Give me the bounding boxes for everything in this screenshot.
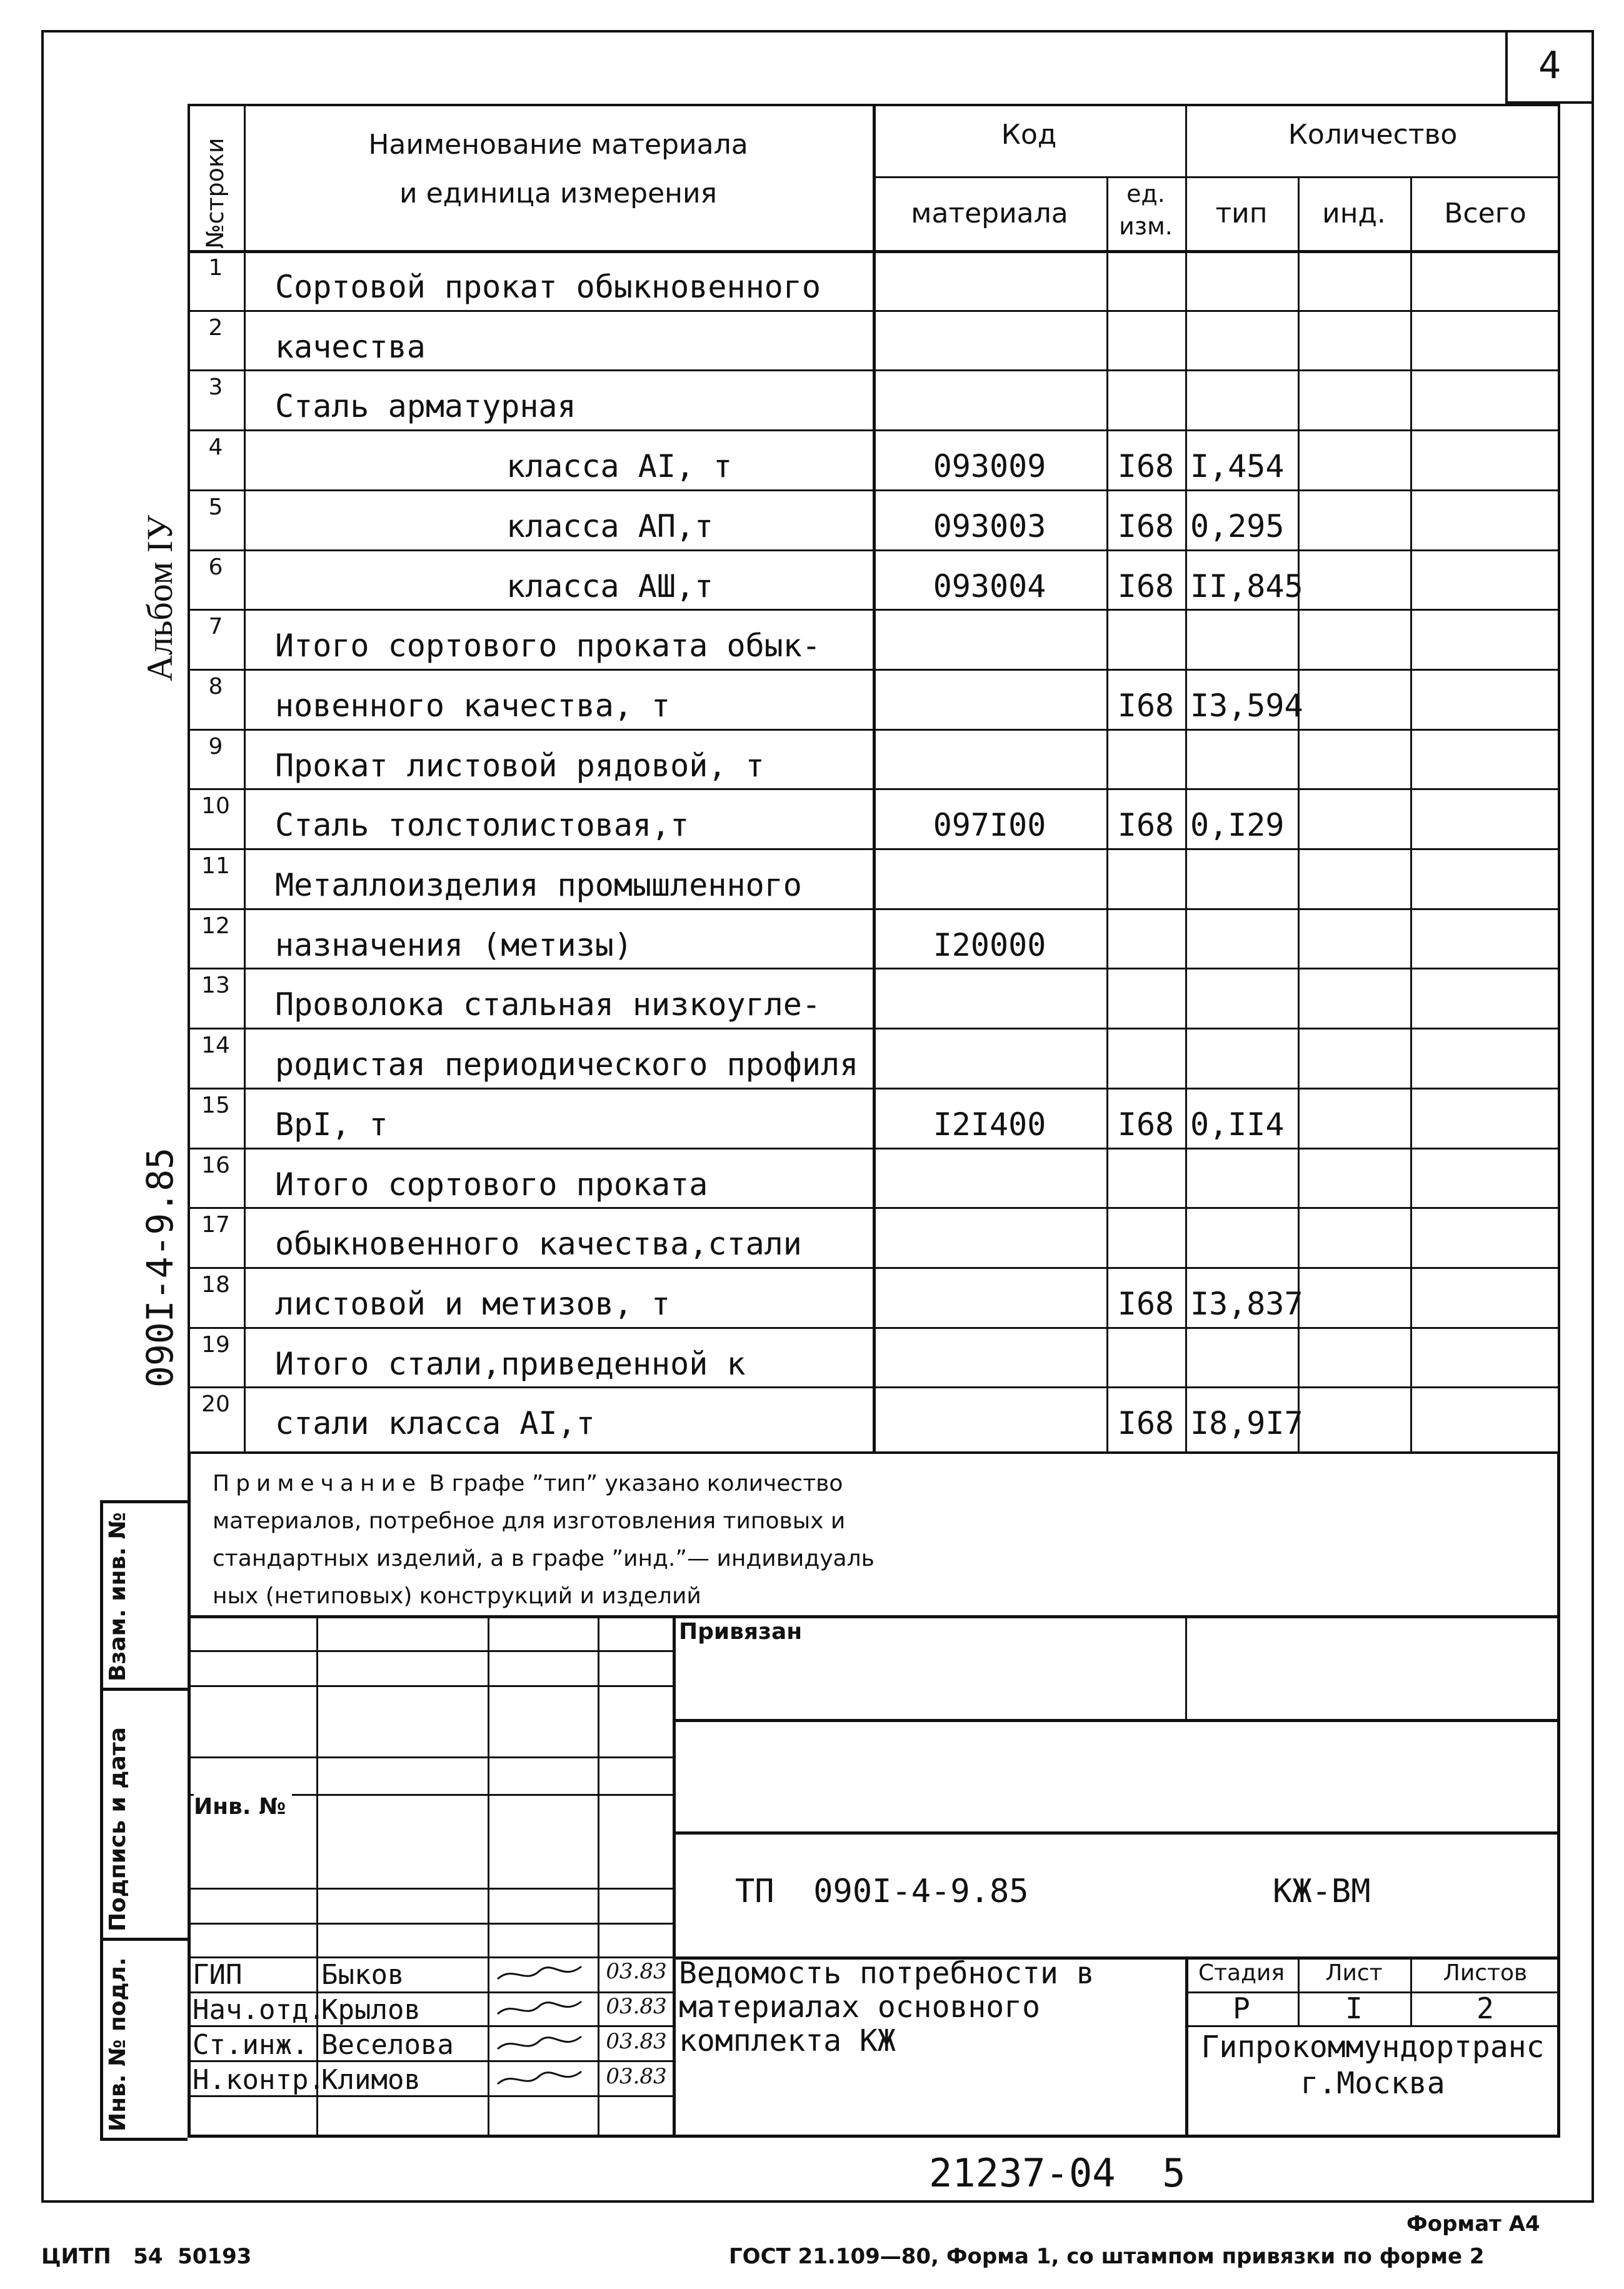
signatory-row bbox=[188, 1956, 673, 1991]
inv-podl-label: Инв. № подл. bbox=[105, 1957, 131, 2131]
material-code: 097I00 bbox=[933, 807, 1046, 844]
table-row bbox=[188, 848, 1560, 908]
material-code: 093004 bbox=[933, 568, 1046, 604]
material-name: класса АI, т bbox=[506, 448, 733, 485]
unit-code: I68 bbox=[1117, 687, 1175, 724]
type-quantity: 0,I29 bbox=[1190, 807, 1285, 844]
material-header: материала bbox=[911, 198, 1068, 229]
row-number: 20 bbox=[201, 1391, 230, 1418]
material-code: I20000 bbox=[933, 926, 1046, 963]
row-number: 11 bbox=[201, 853, 230, 879]
table-row bbox=[188, 968, 1560, 1028]
unit-code: I68 bbox=[1117, 448, 1175, 485]
material-code: 093003 bbox=[933, 508, 1046, 544]
note-line3: стандартных изделий, а в графе ”инд.”— индивидуаль bbox=[213, 1546, 875, 1571]
unit-code: I68 bbox=[1117, 1405, 1175, 1442]
signatory-role: Н.контр. bbox=[193, 2064, 325, 2096]
material-name: Итого сортового проката bbox=[275, 1166, 708, 1203]
signature-date: 03.83 bbox=[606, 2064, 667, 2089]
stage-label: Стадия bbox=[1198, 1960, 1285, 1986]
material-name: Итого стали,приведенной к bbox=[275, 1345, 746, 1382]
album-label: Альбом IУ bbox=[139, 514, 180, 681]
material-name: Итого сортового проката обык- bbox=[275, 628, 821, 664]
signatory-row bbox=[188, 1991, 673, 2026]
row-number-header: №строки bbox=[201, 138, 229, 249]
sheets-value: 2 bbox=[1476, 1991, 1494, 2025]
doc-code: ТП 090I-4-9.85 bbox=[735, 1873, 1029, 1910]
row-number: 16 bbox=[201, 1152, 230, 1178]
type-quantity: 0,II4 bbox=[1190, 1106, 1285, 1143]
sheet-label: Лист bbox=[1325, 1960, 1383, 1986]
table-row bbox=[188, 369, 1560, 429]
row-number: 13 bbox=[201, 973, 230, 999]
archive-number: 21237-04 5 bbox=[929, 2150, 1186, 2196]
table-row bbox=[188, 609, 1560, 669]
signature-icon bbox=[494, 2065, 588, 2096]
row-number: 14 bbox=[201, 1033, 230, 1059]
signature-icon bbox=[494, 1995, 588, 2026]
footer-right: ГОСТ 21.109—80, Форма 1, со штампом привязки по форме 2 bbox=[729, 2244, 1485, 2269]
row-number: 9 bbox=[208, 733, 223, 759]
material-name: стали класса АI,т bbox=[275, 1405, 595, 1442]
table-row bbox=[188, 1327, 1560, 1387]
row-number: 3 bbox=[208, 374, 223, 401]
signatory-row bbox=[188, 2026, 673, 2061]
stage-value: Р bbox=[1233, 1991, 1250, 2025]
name-header-line2: и единица измерения bbox=[399, 178, 718, 209]
footer-left: ЦИТП 54 50193 bbox=[41, 2244, 252, 2269]
row-number: 1 bbox=[208, 255, 223, 281]
doc-title: Ведомость потребности в материалах основного комплекта КЖ bbox=[679, 1956, 1095, 2058]
material-name: листовой и метизов, т bbox=[275, 1285, 671, 1322]
material-name: Металлоизделия промышленного bbox=[275, 867, 802, 903]
type-quantity: 0,295 bbox=[1190, 508, 1285, 544]
table-row bbox=[188, 729, 1560, 789]
material-name: Проволока стальная низкоугле- bbox=[275, 986, 821, 1023]
material-code: 093009 bbox=[933, 448, 1046, 485]
type-header: тип bbox=[1215, 198, 1268, 229]
row-number: 18 bbox=[201, 1271, 230, 1298]
material-name: обыкновенного качества,стали bbox=[275, 1226, 802, 1263]
vzam-label: Взам. инв. № bbox=[105, 1512, 131, 1681]
format-label: Формат А4 bbox=[1406, 2211, 1540, 2236]
row-number: 10 bbox=[201, 793, 230, 819]
signature-icon bbox=[494, 2030, 588, 2061]
type-quantity: I3,594 bbox=[1190, 687, 1303, 724]
material-name: Сортовой прокат обыкновенного bbox=[275, 269, 821, 305]
signatory-role: ГИП bbox=[193, 1959, 243, 1991]
inv-no-label: Инв. № bbox=[194, 1794, 292, 1820]
signatory-name: Быков bbox=[321, 1959, 404, 1991]
organization: Гипрокоммундортранс г.Москва bbox=[1201, 2030, 1545, 2101]
quantity-header: Количество bbox=[1288, 119, 1458, 151]
project-code-vertical: 090I-4-9.85 bbox=[139, 1147, 181, 1388]
row-number: 8 bbox=[208, 673, 223, 699]
material-name: ВрI, т bbox=[275, 1106, 388, 1143]
table-row bbox=[188, 788, 1560, 848]
total-header: Всего bbox=[1444, 198, 1526, 229]
name-header-line1: Наименование материала bbox=[368, 129, 748, 161]
sheets-label: Листов bbox=[1443, 1960, 1528, 1986]
material-code: I2I400 bbox=[933, 1106, 1046, 1143]
note-heading: Примечание bbox=[213, 1471, 423, 1496]
table-row bbox=[188, 549, 1560, 609]
signatory-name: Веселова bbox=[321, 2029, 454, 2061]
note-line4: ных (нетиповых) конструкций и изделий bbox=[213, 1583, 701, 1609]
type-quantity: I3,837 bbox=[1190, 1285, 1303, 1322]
row-number: 5 bbox=[208, 494, 223, 520]
unit-code: I68 bbox=[1117, 807, 1175, 844]
unit-header-line1: ед. bbox=[1126, 180, 1165, 208]
sheet-value: I bbox=[1345, 1991, 1363, 2025]
sheet-number: 4 bbox=[1538, 44, 1561, 88]
table-row bbox=[188, 669, 1560, 729]
unit-code: I68 bbox=[1117, 1285, 1175, 1322]
material-name: Прокат листовой рядовой, т bbox=[275, 747, 764, 784]
row-number: 2 bbox=[208, 314, 223, 341]
doc-mark: КЖ-ВМ bbox=[1273, 1873, 1371, 1910]
table-row bbox=[188, 1028, 1560, 1088]
signatory-role: Нач.отд. bbox=[193, 1994, 325, 2026]
material-name: новенного качества, т bbox=[275, 687, 671, 724]
signatory-role: Ст.инж. bbox=[193, 2029, 309, 2061]
signature-date: 03.83 bbox=[606, 1959, 667, 1984]
table-row bbox=[188, 1088, 1560, 1148]
row-number: 19 bbox=[201, 1331, 230, 1358]
table-row bbox=[188, 1148, 1560, 1208]
table-row bbox=[188, 1207, 1560, 1267]
privyazan-label: Привязан bbox=[679, 1619, 803, 1645]
row-number: 6 bbox=[208, 554, 223, 580]
signature-date: 03.83 bbox=[606, 1994, 667, 2019]
podpis-label: Подпись и дата bbox=[105, 1727, 131, 1931]
unit-code: I68 bbox=[1117, 1106, 1175, 1143]
unit-header-line2: изм. bbox=[1119, 213, 1173, 240]
material-name: класса АШ,т bbox=[506, 568, 714, 604]
signature-date: 03.83 bbox=[606, 2029, 667, 2054]
signatory-name: Климов bbox=[321, 2064, 421, 2096]
table-row bbox=[188, 1386, 1560, 1446]
material-name: родистая периодического профиля bbox=[275, 1046, 859, 1083]
table-row bbox=[188, 1267, 1560, 1327]
code-header: Код bbox=[1001, 119, 1057, 151]
row-number: 4 bbox=[208, 434, 223, 461]
signatory-name: Крылов bbox=[321, 1994, 421, 2026]
unit-code: I68 bbox=[1117, 568, 1175, 604]
material-name: назначения (метизы) bbox=[275, 926, 633, 963]
type-quantity: II,845 bbox=[1190, 568, 1303, 604]
table-row bbox=[188, 250, 1560, 310]
row-number: 7 bbox=[208, 614, 223, 640]
table-row bbox=[188, 429, 1560, 489]
row-number: 12 bbox=[201, 913, 230, 939]
note-line1: Примечание В графе ”тип” указано количество bbox=[213, 1471, 843, 1496]
unit-code: I68 bbox=[1117, 508, 1175, 544]
table-row bbox=[188, 489, 1560, 549]
table-row bbox=[188, 908, 1560, 968]
row-number: 17 bbox=[201, 1212, 230, 1238]
signature-icon bbox=[494, 1960, 588, 1991]
material-name: класса АП,т bbox=[506, 508, 714, 544]
material-name: Сталь толстолистовая,т bbox=[275, 807, 689, 844]
type-quantity: I,454 bbox=[1190, 448, 1285, 485]
material-name: Сталь арматурная bbox=[275, 388, 576, 425]
material-name: качества bbox=[275, 328, 426, 365]
note-line2: материалов, потребное для изготовления типовых и bbox=[213, 1508, 846, 1534]
ind-header: инд. bbox=[1322, 198, 1386, 229]
row-number: 15 bbox=[201, 1092, 230, 1118]
table-row bbox=[188, 310, 1560, 370]
type-quantity: I8,9I7 bbox=[1190, 1405, 1303, 1442]
signatory-row bbox=[188, 2061, 673, 2096]
